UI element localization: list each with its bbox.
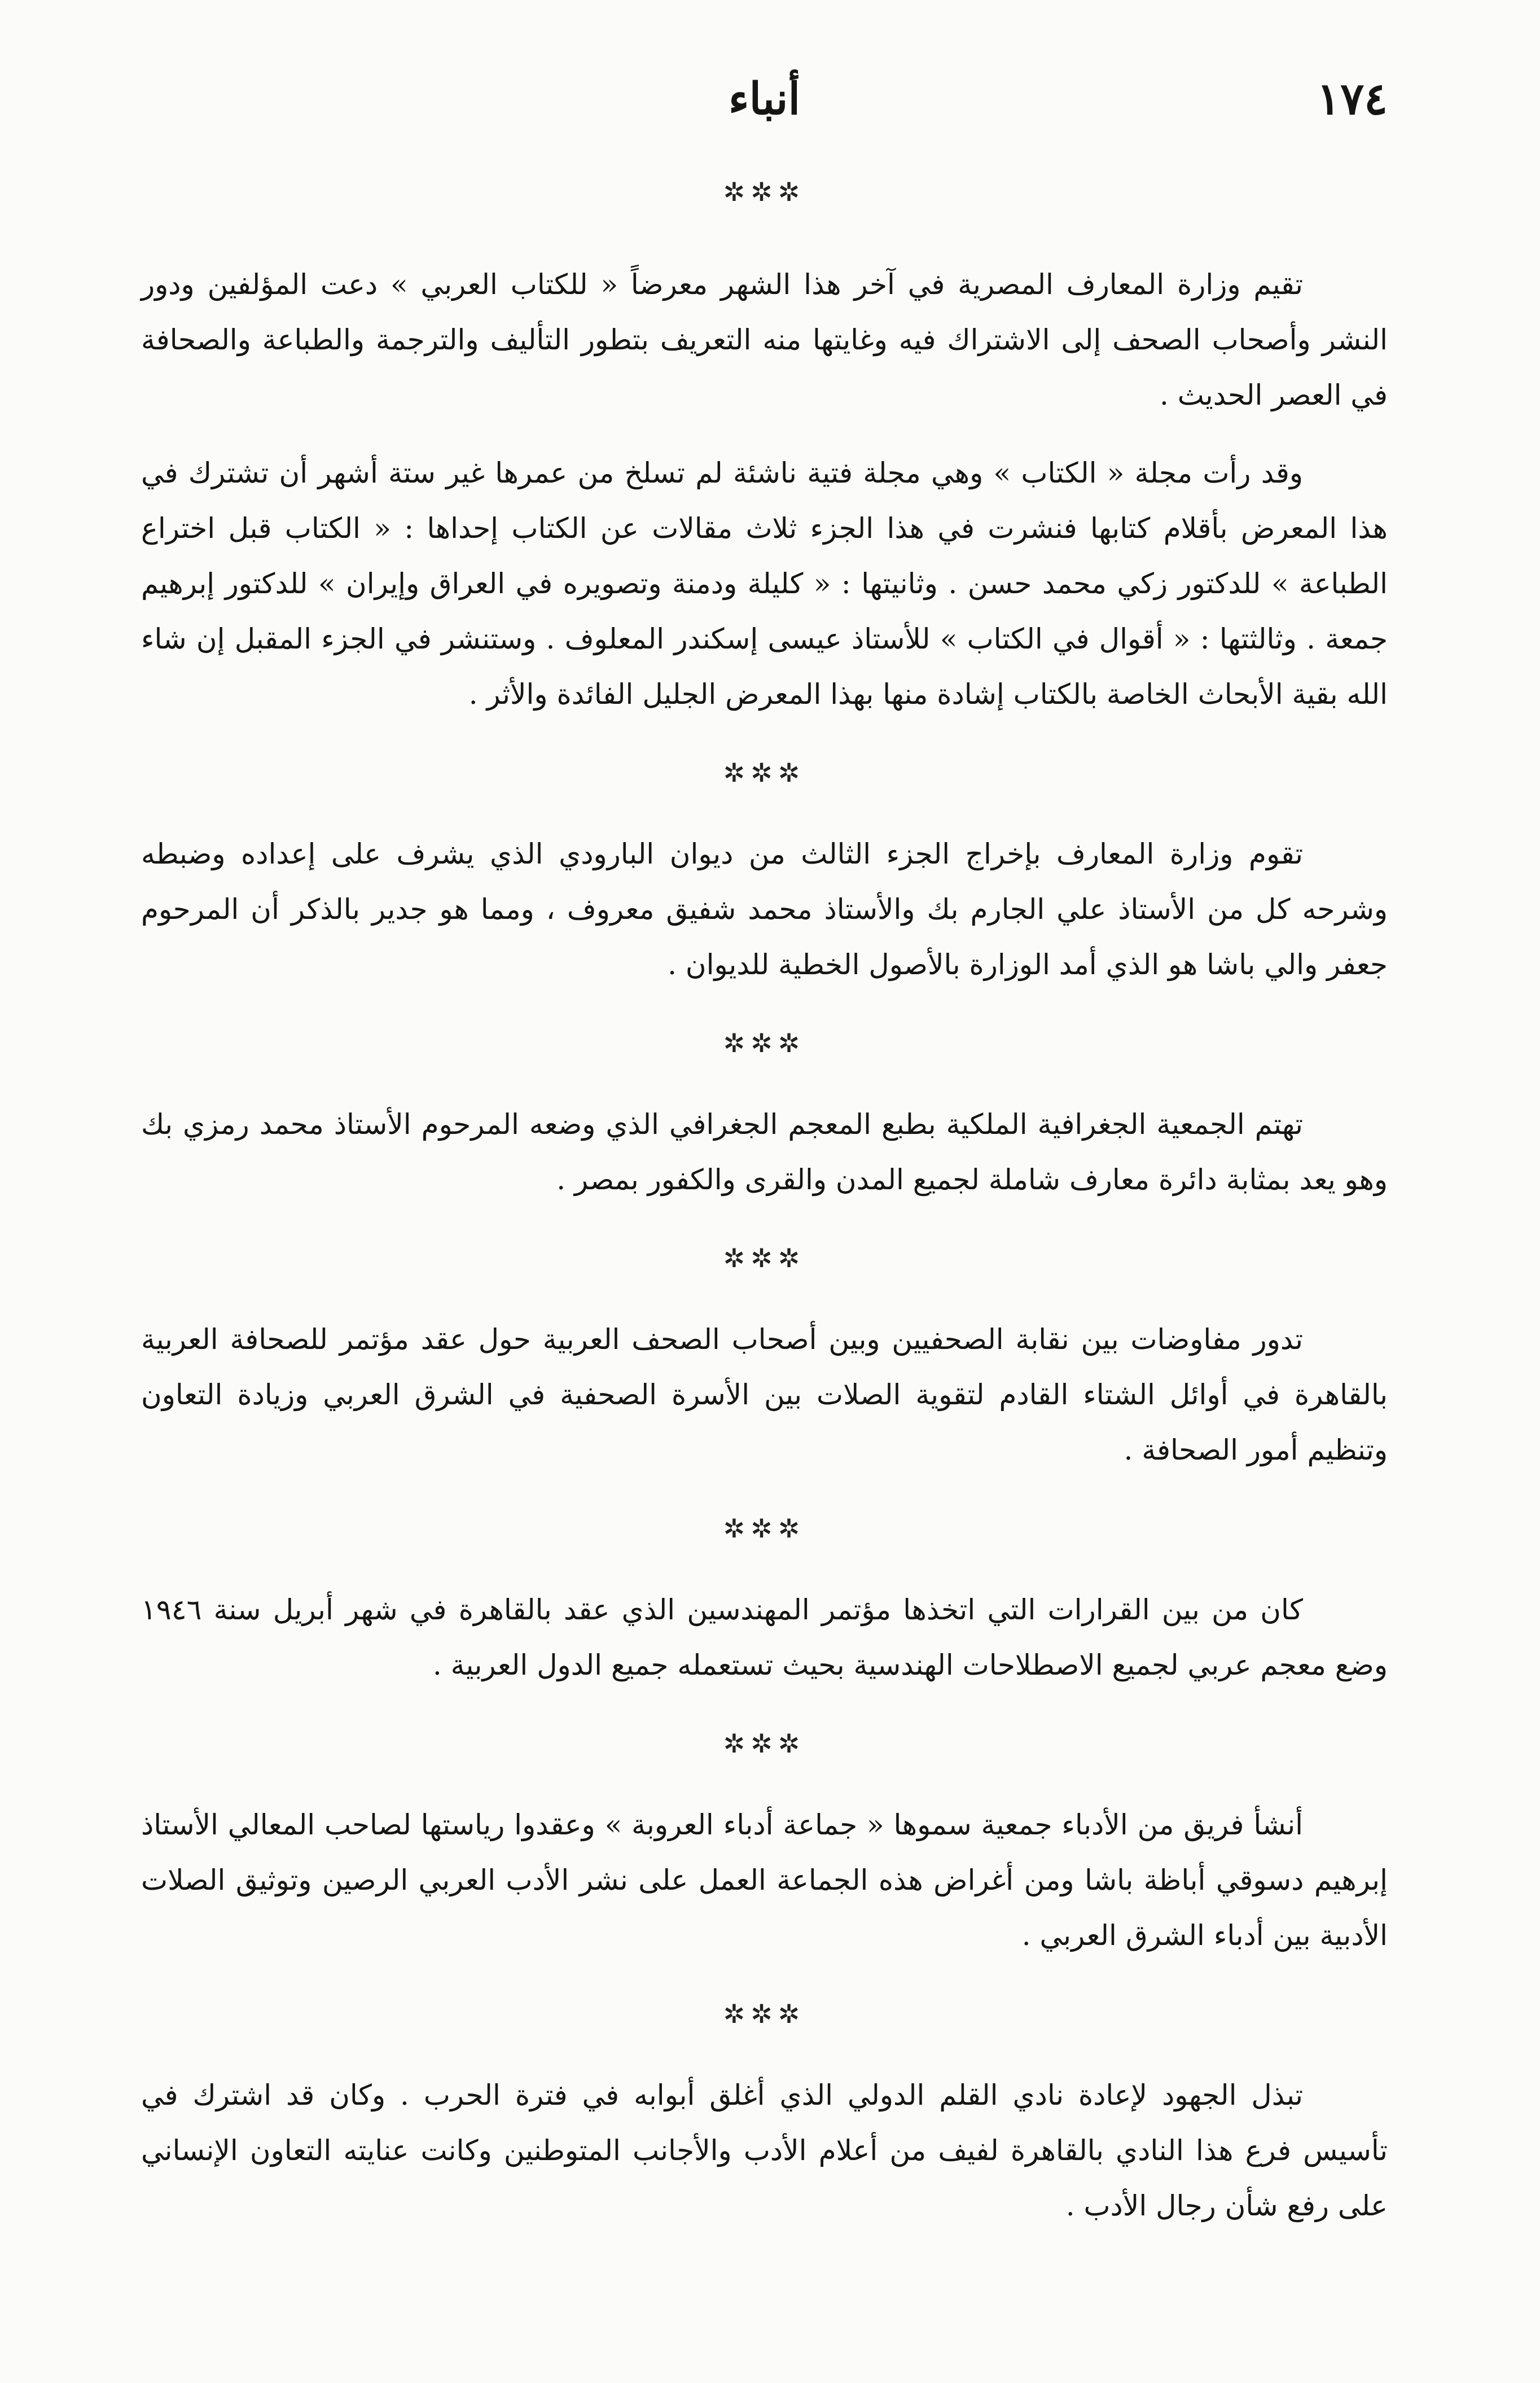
news-paragraph: تدور مفاوضات بين نقابة الصحفيين وبين أصحاب الصحف العربية حول عقد مؤتمر للصحافة العربية بالقاهرة في أوائل الشتاء القادم لتقوية الصلات بين الأسرة الصحفية في الشرق العربي وزيادة التعاون وتنظيم أمور الصحافة . — [141, 1323, 1388, 1466]
news-paragraph: تبذل الجهود لإعادة نادي القلم الدولي الذي أغلق أبوابه في فترة الحرب . وكان قد اشترك في تأسيس فرع هذا النادي بالقاهرة لفيف من أعلام الأدب والأجانب المتوطنين وكانت عنايته التعاون الإنساني على رفع شأن رجال الأدب . — [141, 2079, 1388, 2222]
news-paragraph: تهتم الجمعية الجغرافية الملكية بطبع المعجم الجغرافي الذي وضعه المرحوم الأستاذ محمد رمزي بك وهو يعد بمثابة دائرة معارف شاملة لجميع المدن والقرى والكفور بمصر . — [141, 1108, 1388, 1196]
page-title: أنباء — [728, 73, 801, 125]
section-separator: ✲✲✲ — [723, 1728, 806, 1759]
news-item — [141, 1797, 1388, 1963]
section-separator: ✲✲✲ — [723, 1028, 806, 1058]
news-item — [141, 2067, 1388, 2233]
section-separator: ✲✲✲ — [723, 1513, 806, 1544]
news-item — [141, 826, 1388, 992]
news-item — [141, 1097, 1388, 1207]
news-item — [141, 1582, 1388, 1693]
page-header — [141, 73, 1388, 141]
news-item — [141, 1312, 1388, 1478]
page-body — [141, 169, 1388, 2233]
news-paragraph: وقد رأت مجلة « الكتاب » وهي مجلة فتية ناشئة لم تسلخ من عمرها غير ستة أشهر أن تشترك في هذا المعرض بأقلام كتابها فنشرت في هذا الجزء ثلاث مقالات عن الكتاب إحداها : « الكتاب قبل اختراع الطباعة » للدكتور زكي محمد حسن . وثانيتها : « كليلة ودمنة وتصويره في العراق وإيران » للدكتور إبرهيم جمعة . وثالثتها : « أقوال في الكتاب » للأستاذ عيسى إسكندر المعلوف . وستنشر في الجزء المقبل إن شاء الله بقية الأبحاث الخاصة بالكتاب إشادة منها بهذا المعرض الجليل الفائدة والأثر . — [141, 457, 1388, 711]
page-number: ١٧٤ — [1317, 73, 1388, 125]
news-paragraph: أنشأ فريق من الأدباء جمعية سموها « جماعة أدباء العروبة » وعقدوا رياستها لصاحب المعالي الأستاذ إبرهيم دسوقي أباظة باشا ومن أغراض هذه الجماعة العمل على نشر الأدب العربي الرصين وتوثيق الصلات الأدبية بين أدباء الشرق العربي . — [141, 1808, 1388, 1952]
news-paragraph: تقوم وزارة المعارف بإخراج الجزء الثالث من ديوان البارودي الذي يشرف على إعداده وضبطه وشرحه كل من الأستاذ علي الجارم بك والأستاذ محمد شفيق معروف ، ومما هو جدير بالذكر أن المرحوم جعفر والي باشا هو الذي أمد الوزارة بالأصول الخطية للديوان . — [141, 838, 1388, 981]
news-item — [141, 257, 1388, 722]
news-paragraph: تقيم وزارة المعارف المصرية في آخر هذا الشهر معرضاً « للكتاب العربي » دعت المؤلفين ودور النشر وأصحاب الصحف إلى الاشتراك فيه وغايتها منه التعريف بتطور التأليف والترجمة والطباعة والصحافة في العصر الحديث . — [141, 268, 1388, 411]
news-paragraph: كان من بين القرارات التي اتخذها مؤتمر المهندسين الذي عقد بالقاهرة في شهر أبريل سنة ١٩٤٦ وضع معجم عربي لجميع الاصطلاحات الهندسية بحيث تستعمله جميع الدول العربية . — [141, 1593, 1388, 1681]
section-separator: ✲✲✲ — [723, 757, 806, 788]
section-separator: ✲✲✲ — [723, 1999, 806, 2029]
section-separator: ✲✲✲ — [723, 177, 806, 207]
section-separator: ✲✲✲ — [723, 1243, 806, 1273]
